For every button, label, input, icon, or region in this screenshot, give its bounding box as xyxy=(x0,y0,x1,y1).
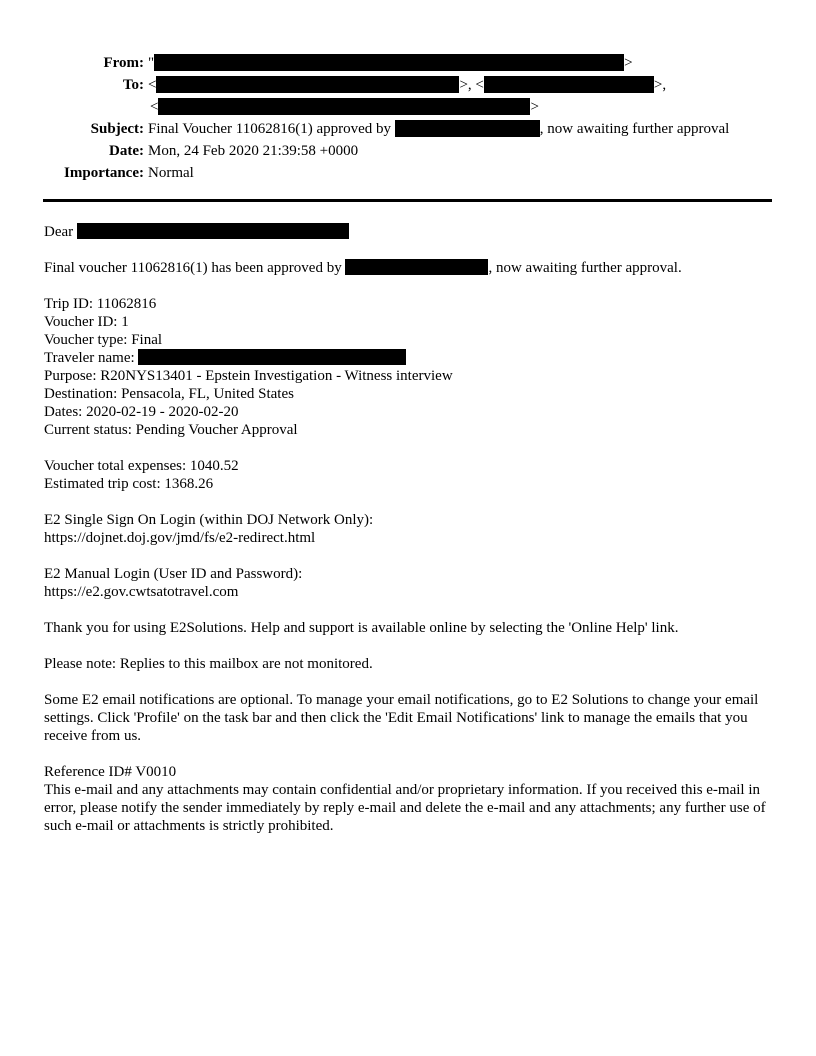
reference-block xyxy=(44,763,772,835)
costs-block xyxy=(44,457,772,493)
purpose-line: Purpose: R20NYS13401 - Epstein Investigation - Witness interview xyxy=(44,368,453,384)
date-label: Date: xyxy=(109,143,144,159)
subject-label: Subject: xyxy=(90,121,144,137)
destination-line: Destination: Pensacola, FL, United States xyxy=(44,386,294,402)
redaction-bar xyxy=(484,76,654,93)
header-row-from xyxy=(44,52,772,74)
note-paragraph: Please note: Replies to this mailbox are not monitored. xyxy=(44,656,373,672)
reference-id-line: Reference ID# V0010 xyxy=(44,764,177,780)
to-label: To: xyxy=(122,77,144,93)
redaction-bar xyxy=(77,223,349,239)
trip-details-block xyxy=(44,295,772,439)
to-value xyxy=(148,74,772,118)
manual-login-heading: E2 Manual Login (User ID and Password): xyxy=(44,566,303,582)
email-body xyxy=(44,223,772,835)
disclaimer-text: This e-mail and any attachments may contain confidential and/or proprietary information. If you received this e-mail in error, please notify the sender immediately by reply e-mail and delete the e-mail and any attachments; any further use of such e-mail or attachments is strictly prohibited. xyxy=(44,782,766,834)
redaction-bar xyxy=(138,349,406,365)
estimated-cost-line: Estimated trip cost: 1368.26 xyxy=(44,476,214,492)
header-row-date xyxy=(44,140,772,162)
to-value-line1: < >, < >, xyxy=(148,77,667,93)
sso-login-heading: E2 Single Sign On Login (within DOJ Network Only): xyxy=(44,512,374,528)
sso-login-url-text: https://dojnet.doj.gov/jmd/fs/e2-redirect.html xyxy=(44,530,316,546)
header-row-importance xyxy=(44,162,772,184)
voucher-total-line: Voucher total expenses: 1040.52 xyxy=(44,458,239,474)
manual-login-url-text: https://e2.gov.cwtsatotravel.com xyxy=(44,584,239,600)
importance-value: Normal xyxy=(148,165,194,181)
from-label: From: xyxy=(103,55,144,71)
dates-line: Dates: 2020-02-19 - 2020-02-20 xyxy=(44,404,239,420)
thanks-paragraph: Thank you for using E2Solutions. Help and support is available online by selecting the 'Online Help' link. xyxy=(44,620,679,636)
approval-line: Final voucher 11062816(1) has been approved by , now awaiting further approval. xyxy=(44,260,682,276)
trip-id-line: Trip ID: 11062816 xyxy=(44,296,157,312)
header-row-subject xyxy=(44,118,772,140)
sso-login-block xyxy=(44,511,772,547)
importance-label: Importance: xyxy=(64,165,144,181)
redaction-bar xyxy=(158,98,530,115)
salutation-line: Dear xyxy=(44,223,772,241)
traveler-name-line: Traveler name: xyxy=(44,349,772,367)
redaction-bar xyxy=(154,54,624,71)
email-header-block xyxy=(44,52,772,184)
voucher-type-line: Voucher type: Final xyxy=(44,332,163,348)
header-divider xyxy=(43,199,772,202)
header-row-to xyxy=(44,74,772,118)
voucher-id-line: Voucher ID: 1 xyxy=(44,314,129,330)
redaction-bar xyxy=(156,76,459,93)
subject-value: Final Voucher 11062816(1) approved by , now awaiting further approval xyxy=(148,121,730,137)
redaction-bar xyxy=(345,259,488,275)
manual-login-block xyxy=(44,565,772,601)
redaction-bar xyxy=(395,120,540,137)
notifications-paragraph: Some E2 email notifications are optional. To manage your email notifications, go to E2 Solutions to change your email settings. Click 'Profile' on the task bar and then click the 'Edit Email Notifications' link to manage the emails that you receive from us. xyxy=(44,692,759,744)
to-value-line2: < > xyxy=(150,99,539,115)
from-value: " > xyxy=(148,55,633,71)
date-value: Mon, 24 Feb 2020 21:39:58 +0000 xyxy=(148,143,359,159)
current-status-line: Current status: Pending Voucher Approval xyxy=(44,422,298,438)
